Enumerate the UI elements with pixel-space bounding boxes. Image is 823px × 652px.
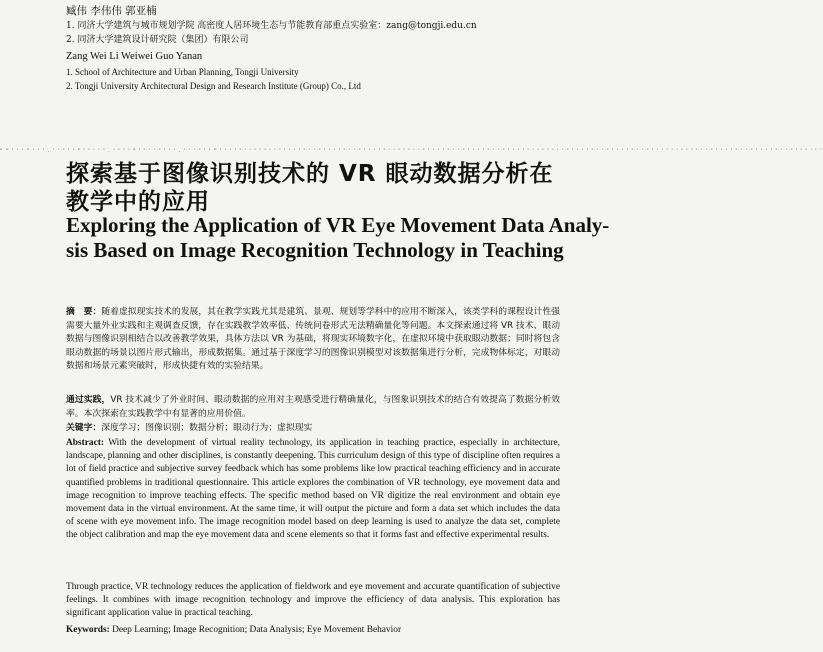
keywords-zh-label: 关键字： bbox=[66, 423, 102, 433]
practice-zh bbox=[66, 394, 560, 421]
abstract-en bbox=[66, 437, 560, 543]
abstract-zh bbox=[66, 306, 560, 374]
practice-zh-text: VR 技术减少了外业时间、眼动数据的应用对主观感受进行精确量化，与图象识别技术的结合有效提高了数据分析效率。本次探索在实践教学中有显著的应用价值。 bbox=[66, 395, 560, 419]
affiliation-zh-1: 1. 同济大学建筑与城市规划学院 高密度人居环境生态与节能教育部重点实验室：zang@tongji.edu.cn bbox=[66, 21, 477, 31]
abstract-en-label: Abstract: bbox=[66, 438, 105, 448]
affiliation-zh-2: 2. 同济大学建筑设计研究院（集团）有限公司 bbox=[66, 35, 249, 45]
keywords-en bbox=[66, 624, 560, 637]
practice-en: Through practice, VR technology reduces the application of fieldwork and eye movement and accurate quantification of subjective feelings. It combines with image recognition technology and improve the efficiency of data analysis. This exploration has significant application value in practical teaching. bbox=[66, 582, 560, 619]
keywords-en-label: Keywords: bbox=[66, 625, 110, 635]
title-en bbox=[66, 213, 610, 263]
title-zh-line-2: 教学中的应用 bbox=[66, 189, 210, 215]
title-zh-line-1: 探索基于图像识别技术的 VR 眼动数据分析在 bbox=[66, 161, 554, 187]
abstract-en-text: With the development of virtual reality technology, its application in teaching practice, especially in architecture, landscape, planning and other disciplines, is constantly deepening. This curriculum design of this type of discipline often requires a lot of field practice and subjective survey feedback which has some problems like low practical teaching efficiency and in accurate quantified problems in traditional questionnaire. This article explores the combination of VR technology, eye movement data and image recognition to improve teaching effects. The specific method based on VR digitize the real environment and obtain eye movement data in the virtual environment. At the same time, it will output the picture and form a data set which includes the data of scene with eye movement info. The image recognition model based on deep learning is used to analyze the data set, complete the object calibration and map the eye movement data and scene elements so that it forms fast and effective experimental results. bbox=[66, 438, 560, 541]
title-en-line-1: Exploring the Application of VR Eye Movement Data Analy- bbox=[66, 213, 610, 237]
authors-zh: 臧伟 李伟伟 郭亚楠 bbox=[66, 5, 157, 17]
affiliation-en-1: 1. School of Architecture and Urban Planning, Tongji University bbox=[66, 67, 299, 77]
keywords-en-text: Deep Learning; Image Recognition; Data Analysis; Eye Movement Behavior bbox=[112, 625, 402, 635]
abstract-zh-label: 摘 要： bbox=[66, 307, 102, 317]
keywords-zh bbox=[66, 422, 560, 436]
title-en-line-2: sis Based on Image Recognition Technology in Teaching bbox=[66, 238, 564, 262]
authors-en: Zang Wei Li Weiwei Guo Yanan bbox=[66, 51, 203, 62]
keywords-zh-text: 深度学习；图像识别；数据分析；眼动行为；虚拟现实 bbox=[101, 423, 313, 433]
scan-noise-strip: " " ' ' ' " ' ' ' . ' ' ' ' ' " ' ' ' ' ' . ' ' ' ' " ' ' ' ' ' ' ' ' . ' ' ' ' ' ' " ' ' ' ' ' ' ' ' ' ' ' ' ' ' ' ' ' ' ' ' ' ' ' ' ' ' ' ' ' ' ' ' ' ' ' ' ' ' ' ' ' ' ' ' ' ' ' ' ' ' ' ' ' ' ' ' ' ' ' ' ' ' ' ' ' ' ' ' ' ' ' ' ' ' ' ' ' ' ' ' ' ' ' ' ' ' ' ' ' ' ' ' ' ' ' ' ' ' ' ' ' ' ' ' ' ' ' ' ' ' ' ' ' ' ' ' ' ' ' ' ' ' bbox=[0, 148, 823, 154]
title-zh bbox=[66, 160, 560, 216]
affiliation-en-2: 2. Tongji University Architectural Design and Research Institute (Group) Co., Ltd bbox=[66, 81, 361, 91]
abstract-zh-text: 随着虚拟现实技术的发展，其在教学实践尤其是建筑、景观、规划等学科中的应用不断深入，该类学科的课程设计性强需要大量外业实践和主观调查反馈，存在实践教学效率低、传统问卷形式无法精确量化等问题。本文探索通过将 VR 技术、眼动数据与图像识别相结合以改善教学效果，具体方法以 VR 为基础，将现实环境数字化，在虚拟环境中获取眼动数据；同时将包含眼动数据的场景以图片形式输出，形成数据集。通过基于深度学习的图像识别模型对该数据集进行分析，完成物体标定，对眼动数据和场景元素突破时，形成快捷有效的实验结果。 bbox=[66, 307, 560, 371]
practice-zh-label: 通过实践， bbox=[66, 395, 111, 405]
